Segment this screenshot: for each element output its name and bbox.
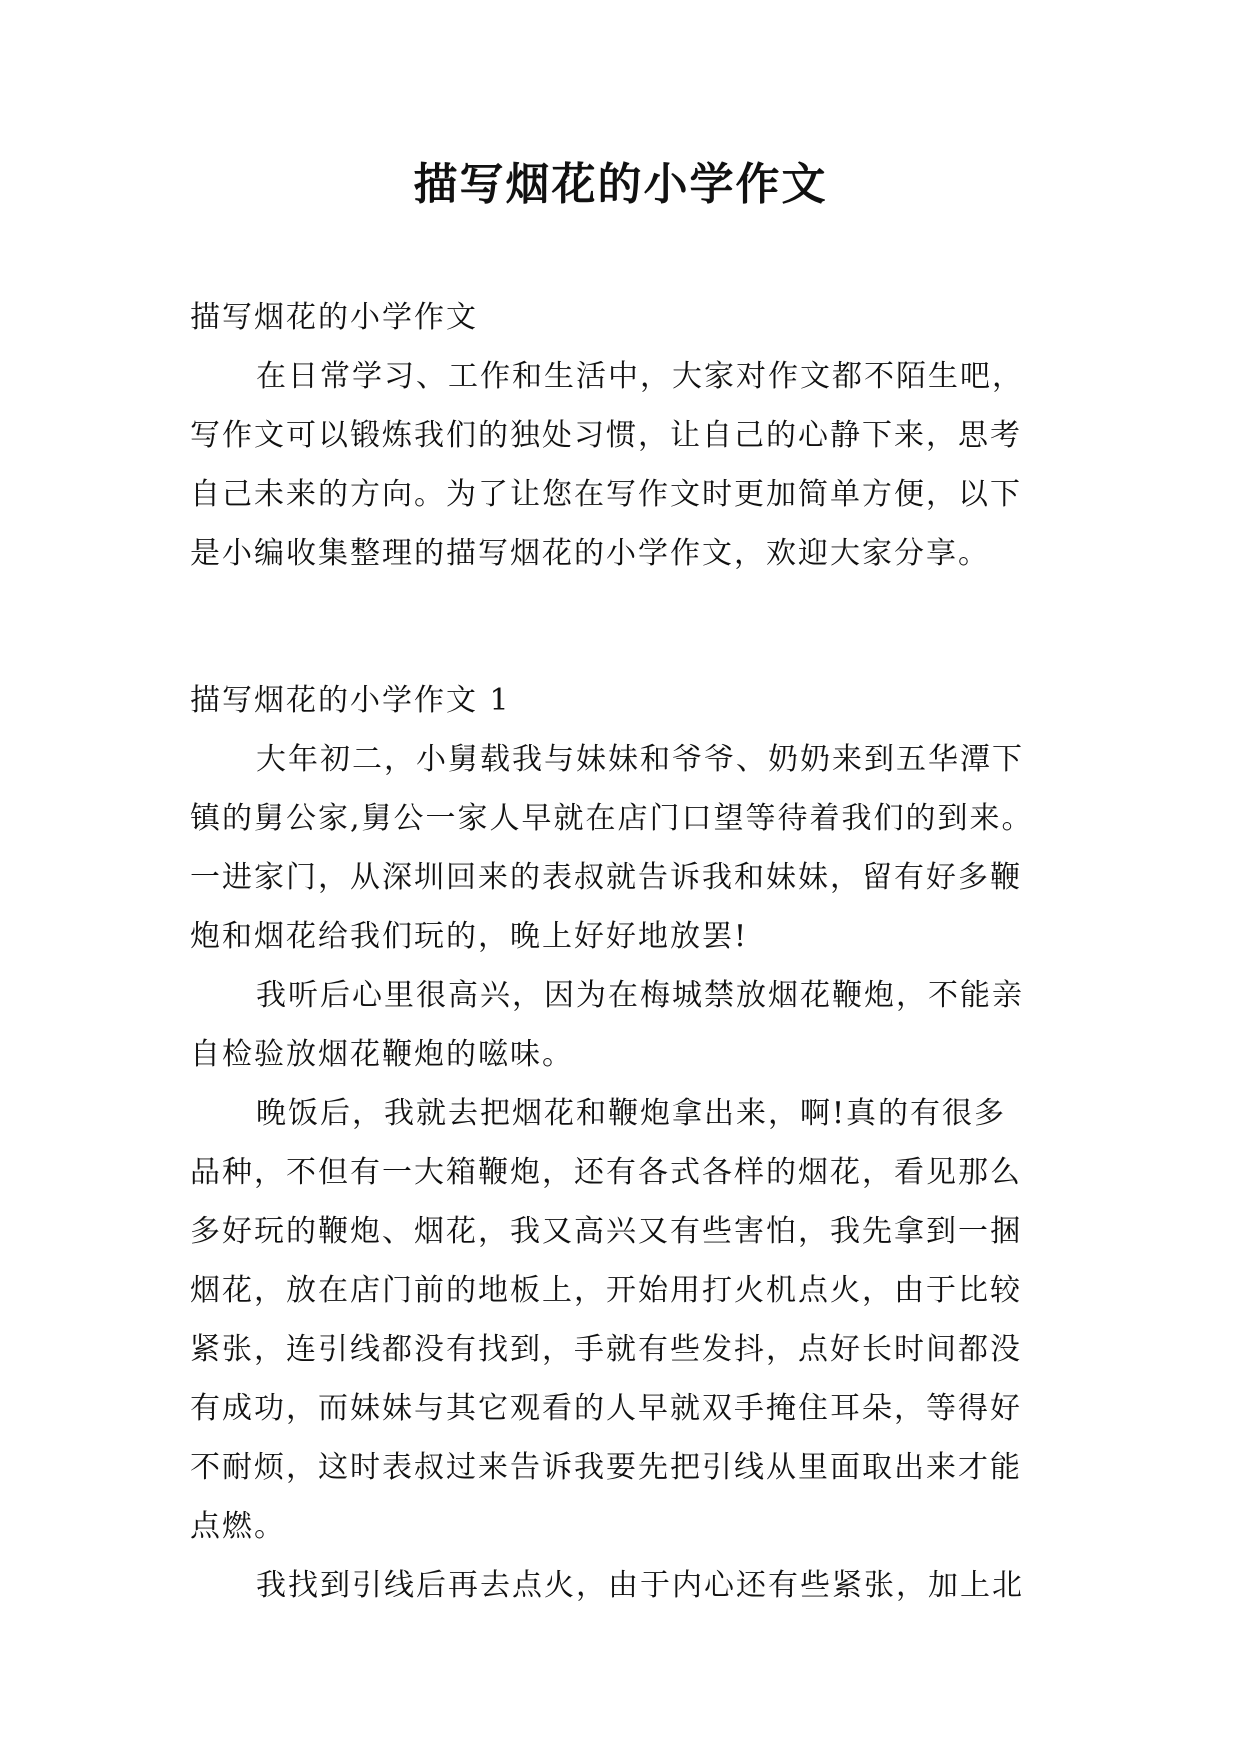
paragraph-line: 在日常学习、工作和生活中，大家对作文都不陌生吧， bbox=[256, 359, 1024, 394]
section-spacer bbox=[190, 583, 1060, 671]
paragraph-line: 一进家门，从深圳回来的表叔就告诉我和妹妹，留有好多鞭 bbox=[190, 860, 1022, 895]
document-body bbox=[190, 288, 1060, 1615]
paragraph-line: 有成功，而妹妹与其它观看的人早就双手掩住耳朵，等得好 bbox=[190, 1391, 1022, 1426]
paragraph-line: 我找到引线后再去点火，由于内心还有些紧张，加上北 bbox=[256, 1568, 1024, 1603]
paragraph-line: 烟花，放在店门前的地板上，开始用打火机点火，由于比较 bbox=[190, 1273, 1022, 1308]
section-heading: 描写烟花的小学作文 1 bbox=[190, 683, 511, 718]
paragraph-line: 大年初二，小舅载我与妹妹和爷爷、奶奶来到五华潭下 bbox=[256, 742, 1024, 777]
paragraph-line: 是小编收集整理的描写烟花的小学作文，欢迎大家分享。 bbox=[190, 536, 990, 571]
paragraph-line: 炮和烟花给我们玩的，晚上好好地放罢! bbox=[190, 919, 749, 954]
paragraph-line: 镇的舅公家,舅公一家人早就在店门口望等待着我们的到来。 bbox=[190, 801, 1034, 836]
paragraph-line: 自己未来的方向。为了让您在写作文时更加简单方便，以下 bbox=[190, 477, 1022, 512]
paragraph-line: 多好玩的鞭炮、烟花，我又高兴又有些害怕，我先拿到一捆 bbox=[190, 1214, 1022, 1249]
paragraph-line: 写作文可以锻炼我们的独处习惯，让自己的心静下来，思考 bbox=[190, 418, 1022, 453]
section-heading: 描写烟花的小学作文 bbox=[190, 300, 478, 335]
paragraph-line: 自检验放烟花鞭炮的嗞味。 bbox=[190, 1037, 574, 1072]
paragraph-line: 紧张，连引线都没有找到，手就有些发抖，点好长时间都没 bbox=[190, 1332, 1022, 1367]
paragraph-line: 品种，不但有一大箱鞭炮，还有各式各样的烟花，看见那么 bbox=[190, 1155, 1022, 1190]
document-title: 描写烟花的小学作文 bbox=[413, 159, 828, 210]
paragraph-line: 晚饭后，我就去把烟花和鞭炮拿出来，啊!真的有很多 bbox=[256, 1096, 1007, 1131]
paragraph-line: 点燃。 bbox=[190, 1509, 286, 1544]
paragraph-line: 不耐烦，这时表叔过来告诉我要先把引线从里面取出来才能 bbox=[190, 1450, 1022, 1485]
paragraph-line: 我听后心里很高兴，因为在梅城禁放烟花鞭炮，不能亲 bbox=[256, 978, 1024, 1013]
